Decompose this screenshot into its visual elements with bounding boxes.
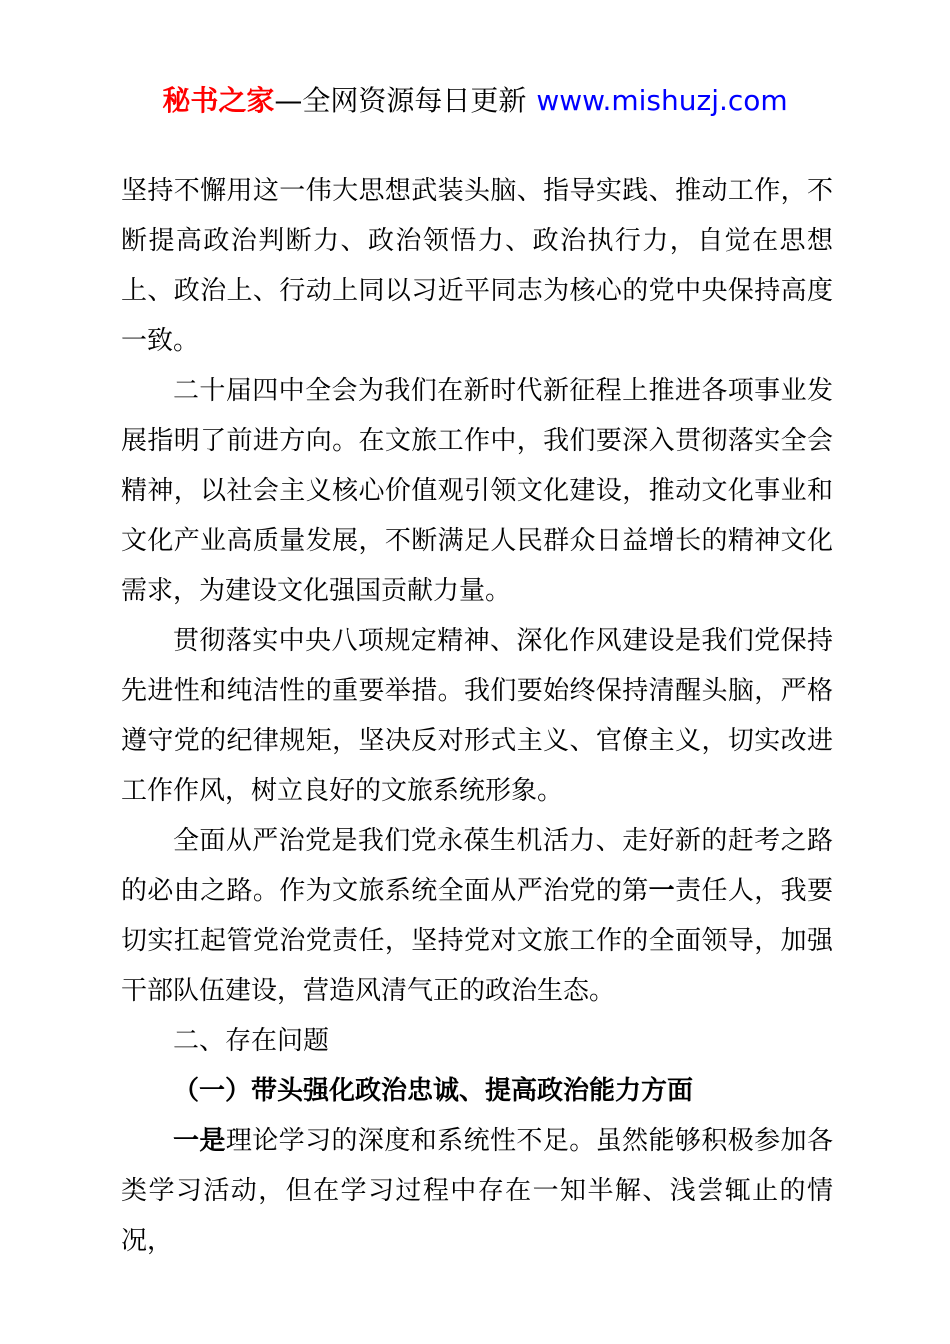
paragraph <box>121 1066 833 1116</box>
text-run: 坚持不懈用这一伟大思想武装头脑、指导实践、推动工作，不断提高政治判断力、政治领悟力、政治执行力，自觉在思想上、政治上、行动上同以习近平同志为核心的党中央保持高度一致。 <box>121 176 833 356</box>
site-header <box>0 84 950 118</box>
text-run: 理论学习的深度和系统性不足。虽然能够积极参加各类学习活动，但在学习过程中存在一知半解、浅尝辄止的情况， <box>121 1126 833 1256</box>
document-body <box>121 166 833 1266</box>
paragraph <box>121 816 833 1016</box>
site-name: 秘书之家 <box>162 84 275 117</box>
text-run: 贯彻落实中央八项规定精神、深化作风建设是我们党保持先进性和纯洁性的重要举措。我们要始终保持清醒头脑，严格遵守党的纪律规矩，坚决反对形式主义、官僚主义，切实改进工作作风，树立良好的文旅系统形象。 <box>121 626 833 806</box>
site-url-link[interactable]: www.mishuzj.com <box>536 84 788 117</box>
text-run: 二十届四中全会为我们在新时代新征程上推进各项事业发展指明了前进方向。在文旅工作中，我们要深入贯彻落实全会精神，以社会主义核心价值观引领文化建设，推动文化事业和文化产业高质量发展，不断满足人民群众日益增长的精神文化需求，为建设文化强国贡献力量。 <box>121 376 833 606</box>
text-run: 责任人，我要切实扛起管党治党责任，坚持党对文旅工作的全面领导，加强干部队伍建设，营造风清气正的政治生态。 <box>121 876 833 1006</box>
paragraph <box>121 1116 833 1266</box>
text-run: 全面从严治党是我们党永葆生机活力、走好新的赶考之路的必由之路。作为文旅系统全面从严治党的第 <box>121 826 833 906</box>
text-run: 二、存在问题 <box>173 1026 330 1056</box>
paragraph <box>121 366 833 616</box>
bold-text-run: （一）带头强化政治忠诚、提高政治能力方面 <box>173 1076 694 1106</box>
bold-text-run: 一 <box>648 876 676 906</box>
site-tagline: —全网资源每日更新 <box>274 84 527 117</box>
bold-text-run: 一是 <box>173 1126 226 1156</box>
paragraph <box>121 166 833 366</box>
paragraph <box>121 616 833 816</box>
paragraph <box>121 1016 833 1066</box>
